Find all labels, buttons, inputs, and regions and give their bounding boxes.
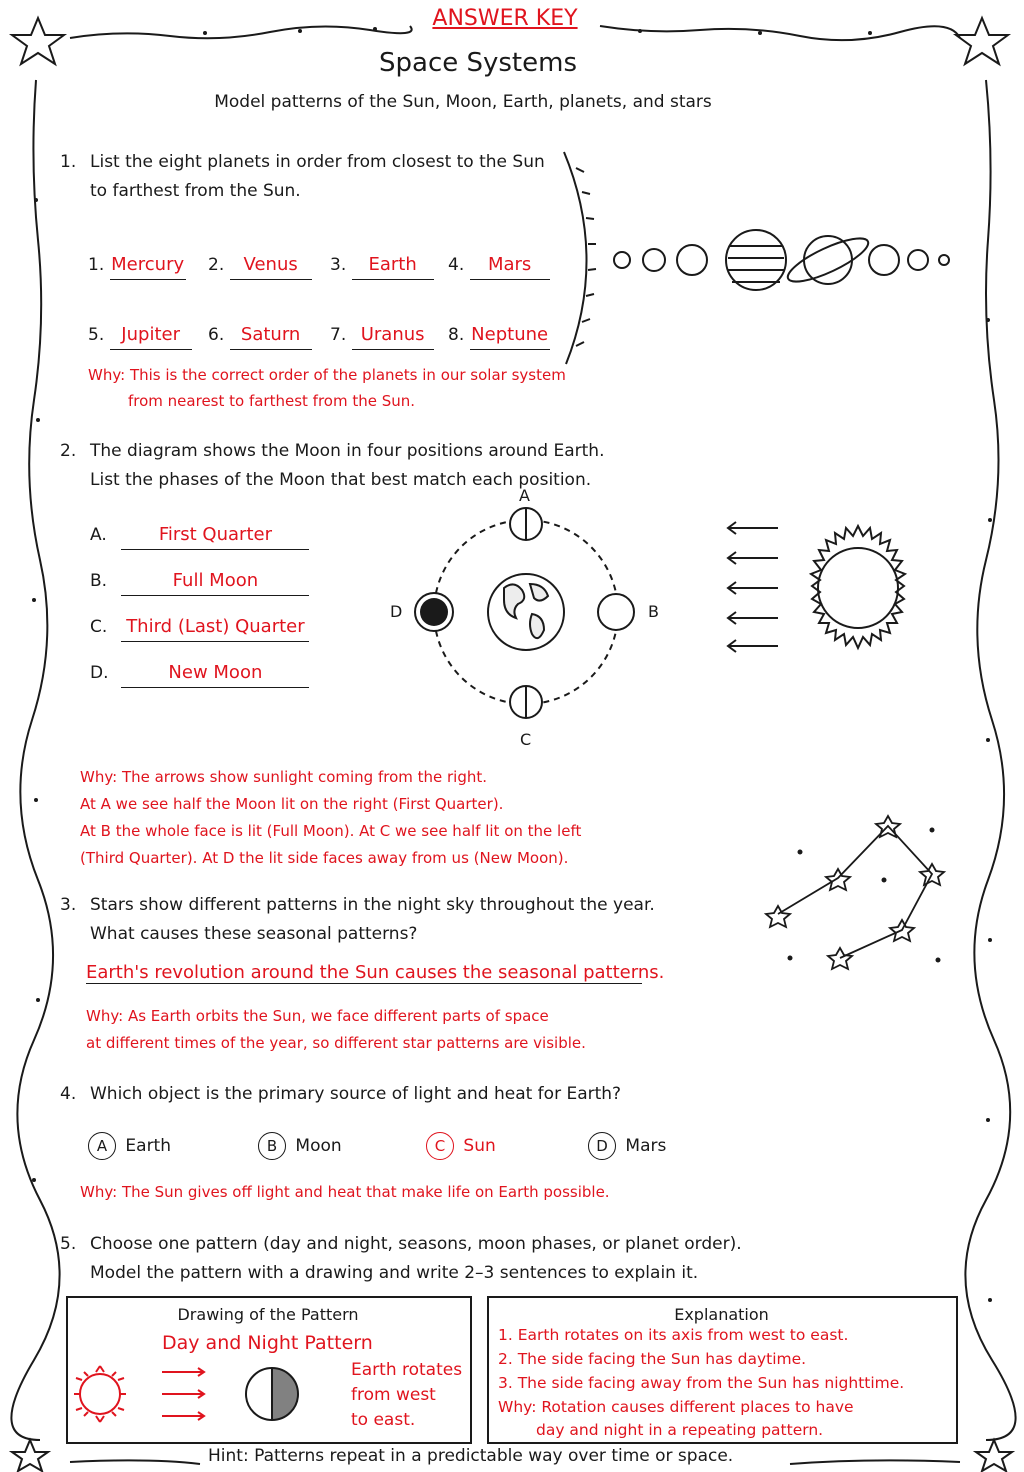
q2-item xyxy=(90,612,309,642)
q2-number: 2. xyxy=(60,441,77,461)
page-subtitle: Model patterns of the Sun, Moon, Earth, planets, and stars xyxy=(214,92,712,112)
day-night-drawing xyxy=(66,1358,316,1438)
q5-line2: Model the pattern with a drawing and write 2–3 sentences to explain it. xyxy=(90,1263,699,1283)
q3-number: 3. xyxy=(60,895,77,915)
option-letter: A xyxy=(88,1132,116,1160)
answer-key-label: ANSWER KEY xyxy=(432,6,578,31)
q1-item xyxy=(330,320,434,350)
explanation-line: 1. Earth rotates on its axis from west to east. xyxy=(498,1326,849,1344)
q1-item-num: 7. xyxy=(330,325,347,345)
q5-number: 5. xyxy=(60,1234,77,1254)
q4-number: 4. xyxy=(60,1084,77,1104)
explanation-line: 3. The side facing away from the Sun has nighttime. xyxy=(498,1374,905,1392)
q2-item xyxy=(90,520,309,550)
q2-item-letter: A. xyxy=(90,525,107,545)
q1-answer: Earth xyxy=(352,250,434,280)
hint-text: Hint: Patterns repeat in a predictable way over time or space. xyxy=(208,1446,734,1466)
q1-answer: Saturn xyxy=(230,320,312,350)
q4-question: Which object is the primary source of light and heat for Earth? xyxy=(90,1084,622,1104)
drawing-note-line: from west xyxy=(351,1385,436,1405)
q1-answer: Uranus xyxy=(352,320,434,350)
q1-item-num: 4. xyxy=(448,255,465,275)
q2-why-line: At B the whole face is lit (Full Moon). At C we see half lit on the left xyxy=(80,822,582,840)
pluto-dot xyxy=(939,255,949,265)
q1-answer: Mercury xyxy=(110,250,186,280)
q2-why-line: Why: The arrows show sunlight coming from the right. xyxy=(80,768,488,786)
q2-answer: Third (Last) Quarter xyxy=(121,612,309,642)
q1-item xyxy=(208,320,312,350)
q1-item xyxy=(88,250,186,280)
q2-answer: New Moon xyxy=(121,658,309,688)
label-b: B xyxy=(648,602,659,621)
q4-option-d[interactable] xyxy=(588,1132,666,1161)
sun-icon xyxy=(800,506,916,670)
q1-number: 1. xyxy=(60,152,77,172)
option-label: Mars xyxy=(625,1136,667,1156)
q1-item xyxy=(208,250,312,280)
q5-line1: Choose one pattern (day and night, seasons, moon phases, or planet order). xyxy=(90,1234,742,1254)
constellation-illustration xyxy=(756,806,956,986)
q1-item-num: 2. xyxy=(208,255,225,275)
q2-item-letter: B. xyxy=(90,571,108,591)
q4-option-b[interactable] xyxy=(258,1132,342,1161)
q1-item-num: 5. xyxy=(88,325,105,345)
q2-line1: The diagram shows the Moon in four positions around Earth. xyxy=(90,441,605,461)
q3-line2: What causes these seasonal patterns? xyxy=(90,924,418,944)
q2-answer: Full Moon xyxy=(121,566,309,596)
q2-why-line: At A we see half the Moon lit on the right (First Quarter). xyxy=(80,795,504,813)
q4-option-a[interactable] xyxy=(88,1132,171,1161)
option-label: Moon xyxy=(295,1136,342,1156)
drawing-box-title: Drawing of the Pattern xyxy=(177,1305,359,1324)
uranus-icon xyxy=(869,245,899,275)
q4-why: Why: The Sun gives off light and heat that make life on Earth possible. xyxy=(80,1183,610,1201)
q2-answer: First Quarter xyxy=(121,520,309,550)
q1-item xyxy=(448,250,550,280)
mercury-icon xyxy=(614,252,630,268)
earth-icon xyxy=(677,245,707,275)
sunlight-arrows xyxy=(720,516,786,656)
q2-item-letter: D. xyxy=(90,663,109,683)
moon-b-icon xyxy=(598,594,634,630)
orbit-path xyxy=(434,520,618,704)
q4-option-c-selected[interactable] xyxy=(426,1132,496,1161)
option-letter: C xyxy=(426,1132,454,1160)
solar-system-illustration xyxy=(558,148,978,370)
q1-answer: Jupiter xyxy=(110,320,192,350)
option-label: Earth xyxy=(125,1136,171,1156)
q2-item-letter: C. xyxy=(90,617,108,637)
explanation-line: Why: Rotation causes different places to have xyxy=(498,1398,854,1416)
q2-line2: List the phases of the Moon that best match each position. xyxy=(90,470,592,490)
q3-answer: Earth's revolution around the Sun causes the seasonal patterns. xyxy=(86,962,665,983)
drawing-note-line: to east. xyxy=(351,1410,416,1430)
q2-why-line: (Third Quarter). At D the lit side faces away from us (New Moon). xyxy=(80,849,569,867)
drawing-note-line: Earth rotates xyxy=(351,1360,463,1380)
q1-item-num: 3. xyxy=(330,255,347,275)
option-letter: B xyxy=(258,1132,286,1160)
q1-answer: Mars xyxy=(470,250,550,280)
q3-why-line2: at different times of the year, so different star patterns are visible. xyxy=(86,1034,586,1052)
q1-line2: to farthest from the Sun. xyxy=(90,181,301,201)
q1-why-line1: Why: This is the correct order of the planets in our solar system xyxy=(88,366,566,384)
q1-item xyxy=(88,320,192,350)
q1-item-num: 8. xyxy=(448,325,465,345)
drawing-box-subtitle: Day and Night Pattern xyxy=(162,1332,373,1354)
label-c: C xyxy=(520,730,532,749)
label-d: D xyxy=(390,602,403,621)
q1-why-line2: from nearest to farthest from the Sun. xyxy=(128,392,416,410)
q3-why-line1: Why: As Earth orbits the Sun, we face different parts of space xyxy=(86,1007,549,1025)
q3-line1: Stars show different patterns in the night sky throughout the year. xyxy=(90,895,655,915)
q1-answer: Neptune xyxy=(470,320,550,350)
label-a: A xyxy=(519,486,530,505)
q1-answer: Venus xyxy=(230,250,312,280)
option-letter: D xyxy=(588,1132,616,1160)
saturn-icon xyxy=(804,236,852,284)
moon-orbit-diagram xyxy=(380,484,680,754)
option-label: Sun xyxy=(463,1136,496,1156)
q1-item xyxy=(448,320,550,350)
q2-item xyxy=(90,658,309,688)
explanation-box-title: Explanation xyxy=(674,1305,769,1324)
neptune-icon xyxy=(908,250,928,270)
q1-line1: List the eight planets in order from closest to the Sun xyxy=(90,152,545,172)
page-title: Space Systems xyxy=(379,48,577,78)
q1-item xyxy=(330,250,434,280)
q1-item-num: 6. xyxy=(208,325,225,345)
q1-item-num: 1. xyxy=(88,255,105,275)
moon-d-icon xyxy=(420,598,448,626)
venus-icon xyxy=(643,249,665,271)
q2-item xyxy=(90,566,309,596)
earth-icon xyxy=(488,574,564,650)
explanation-line: 2. The side facing the Sun has daytime. xyxy=(498,1350,807,1368)
explanation-line: day and night in a repeating pattern. xyxy=(536,1421,824,1439)
